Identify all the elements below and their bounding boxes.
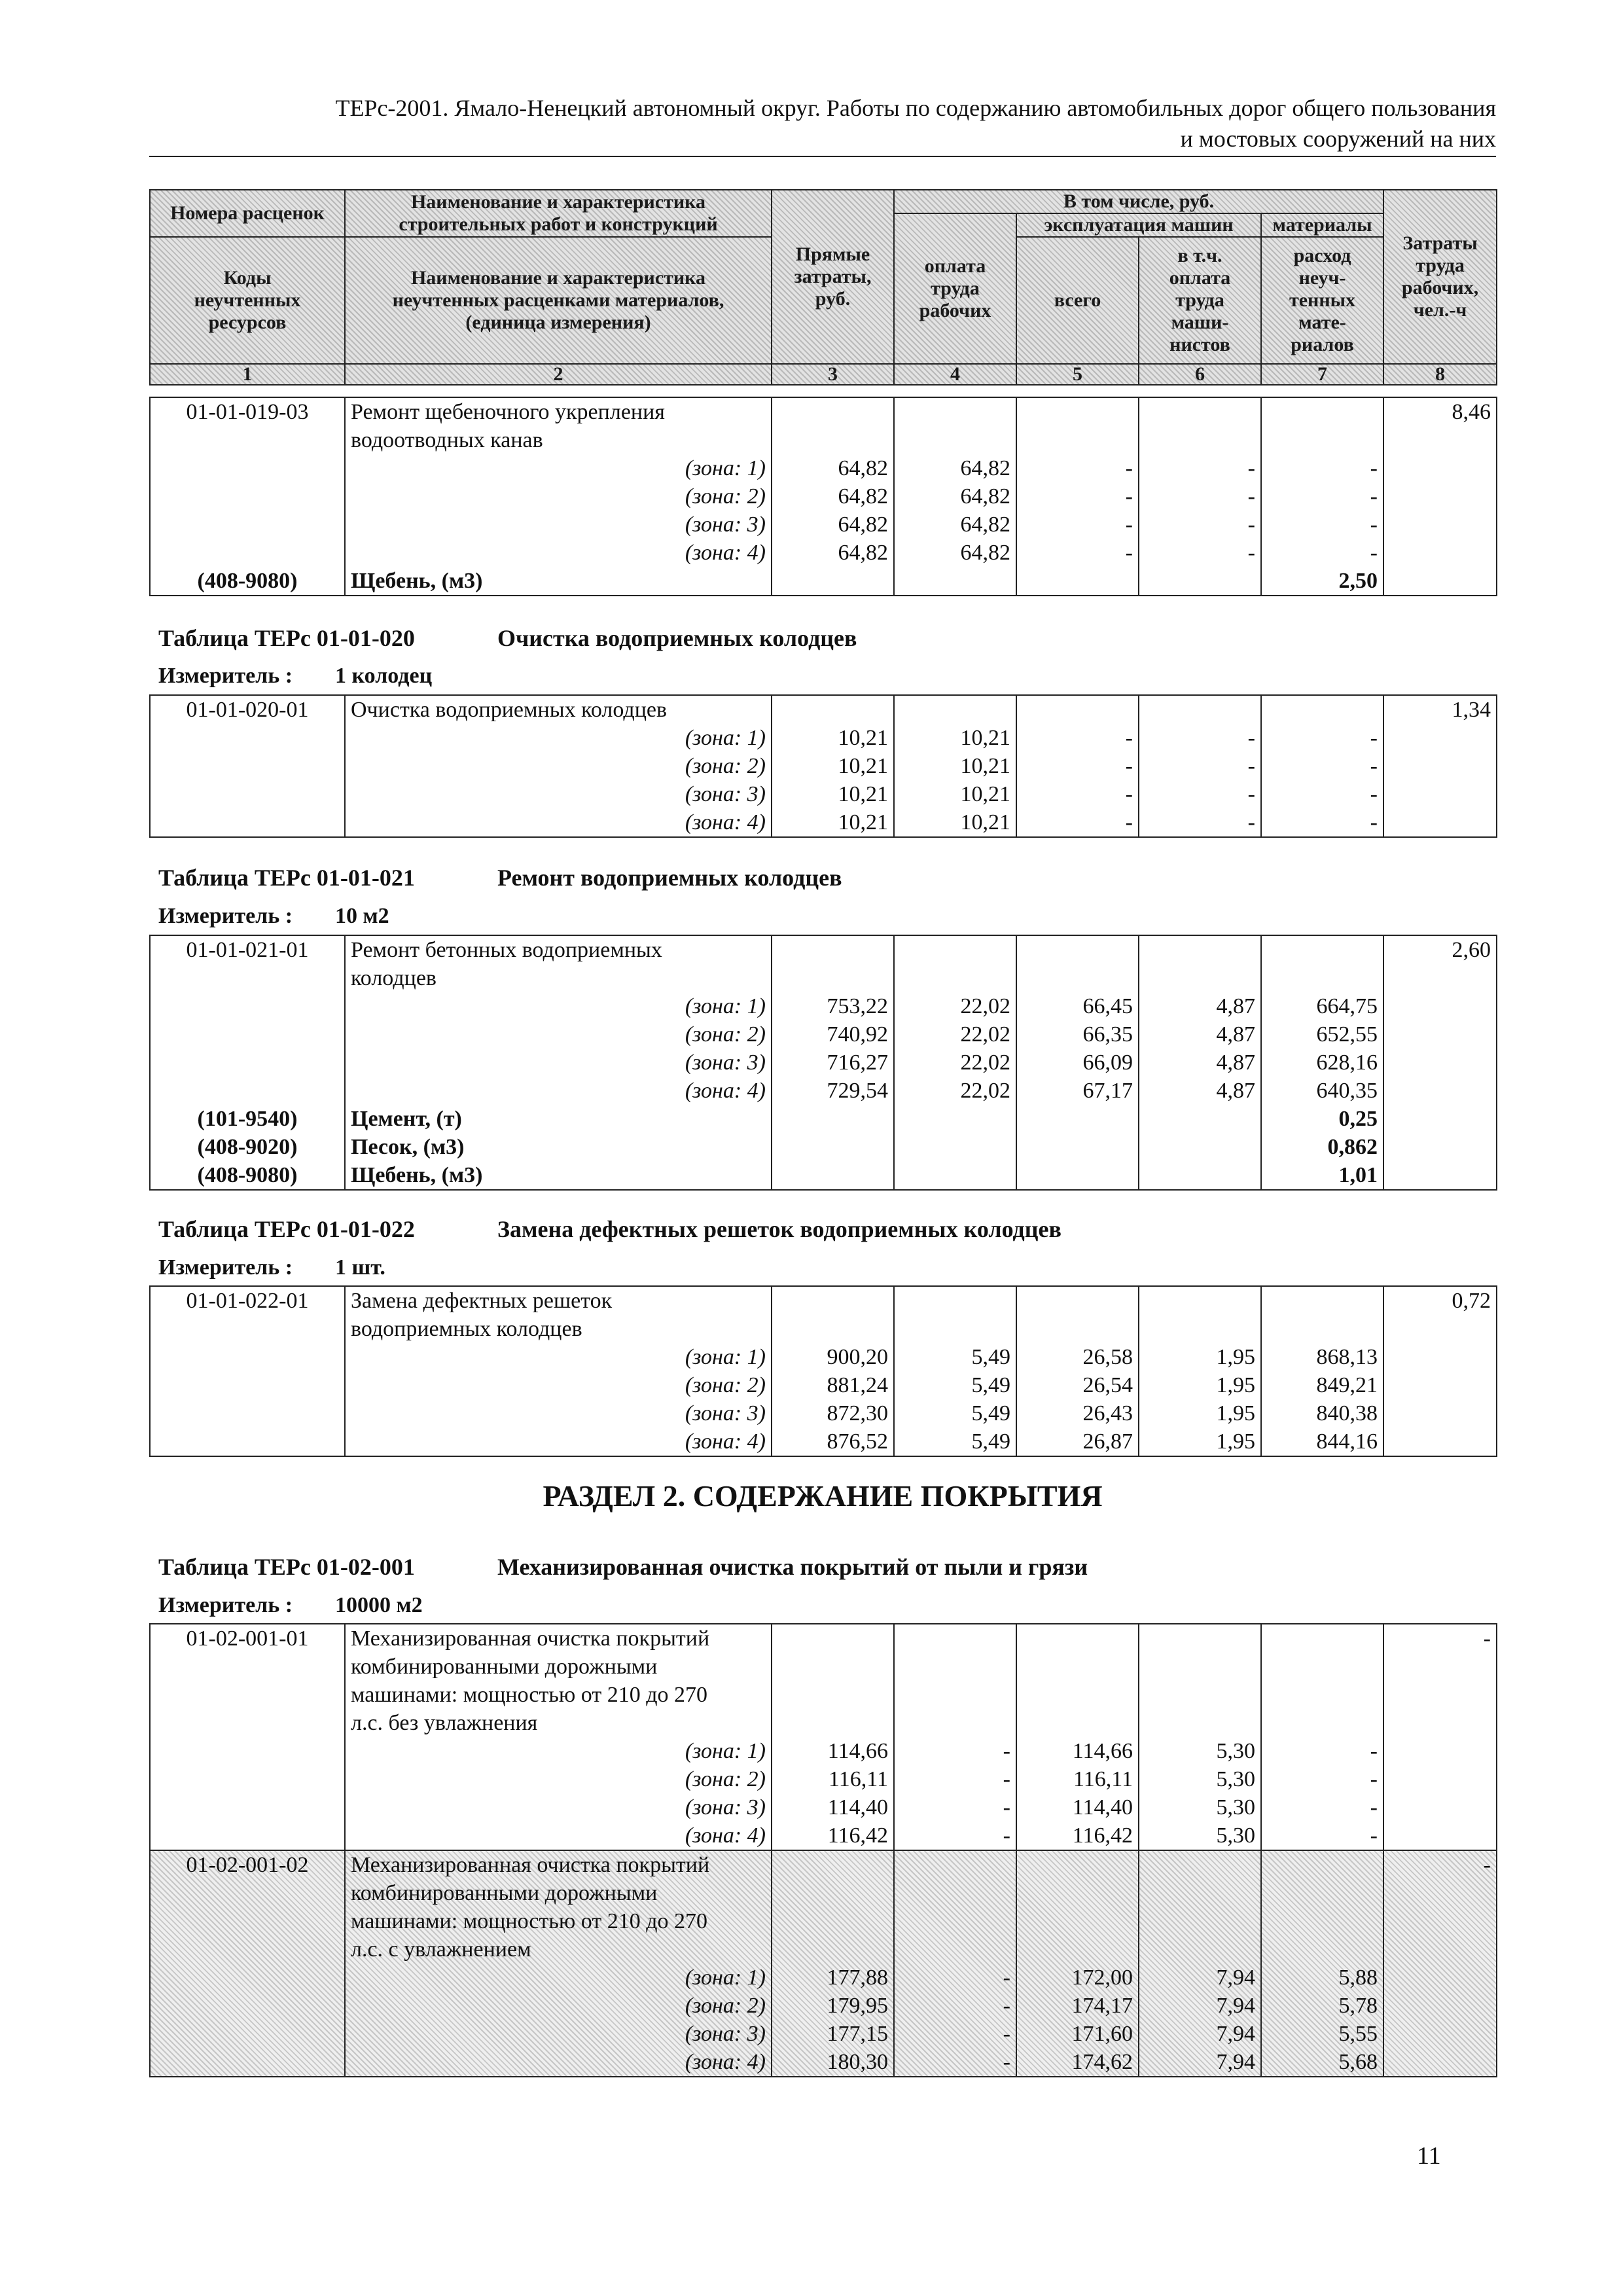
- table-name: Очистка водоприемных колодцев: [497, 625, 857, 651]
- zone-label: (зона: 1): [685, 1965, 766, 1990]
- machines-total: 174,62: [1071, 2050, 1133, 2074]
- direct-cost: 10,21: [838, 754, 888, 778]
- resource-code: (408-9080): [197, 1163, 298, 1187]
- machines-total: 26,54: [1082, 1373, 1133, 1397]
- header-workers-pay: оплата труда рабочих: [894, 213, 1016, 364]
- header-divider: [149, 156, 1496, 157]
- machines-total: 26,87: [1082, 1429, 1133, 1454]
- materials-cost: 664,75: [1316, 994, 1378, 1018]
- direct-cost: 180,30: [827, 2050, 888, 2074]
- meter-label: Измеритель :: [158, 664, 293, 688]
- table-number: Таблица ТЕРс 01-01-022: [158, 1216, 415, 1242]
- meter: [158, 1591, 423, 1620]
- zone-label: (зона: 2): [685, 1767, 766, 1791]
- rate-name: машинами: мощностью от 210 до 270: [351, 1683, 707, 1707]
- table-name: Ремонт водоприемных колодцев: [497, 865, 842, 891]
- direct-cost: 10,21: [838, 726, 888, 750]
- direct-cost: 729,54: [827, 1079, 888, 1103]
- machinists-pay: -: [1247, 782, 1255, 806]
- rate-row: [150, 935, 1497, 1190]
- direct-cost: 114,66: [827, 1739, 888, 1763]
- worker-pay: 10,21: [960, 754, 1010, 778]
- machinists-pay: 7,94: [1216, 2050, 1255, 2074]
- zone-label: (зона: 2): [685, 1994, 766, 2018]
- rate-name: Ремонт бетонных водоприемных: [351, 938, 662, 962]
- direct-cost: 116,11: [829, 1767, 888, 1791]
- rate-name: машинами: мощностью от 210 до 270: [351, 1909, 707, 1933]
- materials-cost: -: [1370, 1795, 1378, 1820]
- machinists-pay: 4,87: [1216, 994, 1255, 1018]
- section-title: РАЗДЕЛ 2. СОДЕРЖАНИЕ ПОКРЫТИЯ: [543, 1479, 1103, 1513]
- worker-pay: 64,82: [960, 541, 1010, 565]
- direct-cost: 64,82: [838, 456, 888, 480]
- direct-cost: 900,20: [827, 1345, 888, 1369]
- running-header: [149, 93, 1496, 154]
- page-number: 11: [1417, 2142, 1441, 2170]
- materials-cost: 5,88: [1338, 1965, 1378, 1990]
- rates-table-020: [149, 694, 1497, 838]
- machines-total: 114,66: [1072, 1739, 1133, 1763]
- labor-cost: 1,34: [1452, 698, 1491, 722]
- rates-table-022: [149, 1285, 1497, 1457]
- zone-label: (зона: 3): [685, 512, 766, 537]
- zone-label: (зона: 4): [685, 1079, 766, 1103]
- table-title: [158, 1214, 1061, 1244]
- rate-name: Замена дефектных решеток: [351, 1289, 613, 1313]
- worker-pay: 5,49: [971, 1401, 1010, 1426]
- zone-label: (зона: 4): [685, 1429, 766, 1454]
- materials-cost: 849,21: [1316, 1373, 1378, 1397]
- machinists-pay: -: [1247, 541, 1255, 565]
- header-work-name: Наименование и характеристика строительных работ и конструкций: [345, 190, 772, 237]
- meter-value: 1 колодец: [335, 664, 433, 688]
- meter: [158, 1253, 385, 1282]
- worker-pay: -: [1003, 1994, 1010, 2018]
- machinists-pay: 4,87: [1216, 1079, 1255, 1103]
- table-name: Замена дефектных решеток водоприемных колодцев: [497, 1216, 1061, 1242]
- machinists-pay: -: [1247, 456, 1255, 480]
- materials-cost: -: [1370, 541, 1378, 565]
- machinists-pay: 4,87: [1216, 1022, 1255, 1047]
- rate-name: водоприемных колодцев: [351, 1317, 582, 1341]
- col-number: 1: [150, 364, 345, 385]
- machines-total: -: [1125, 754, 1133, 778]
- machinists-pay: 1,95: [1216, 1429, 1255, 1454]
- header-line-1: ТЕРс-2001. Ямало-Ненецкий автономный округ. Работы по содержанию автомобильных дорог общего пользования: [335, 95, 1496, 121]
- rate-name: комбинированными дорожными: [351, 1655, 658, 1679]
- materials-cost: 844,16: [1316, 1429, 1378, 1454]
- header-unaccounted-materials: расход неуч- тенных мате- риалов: [1261, 237, 1383, 364]
- direct-cost: 64,82: [838, 484, 888, 509]
- materials-cost: -: [1370, 512, 1378, 537]
- zone-label: (зона: 3): [685, 1795, 766, 1820]
- zone-label: (зона: 2): [685, 1022, 766, 1047]
- machinists-pay: 1,95: [1216, 1401, 1255, 1426]
- table-number: Таблица ТЕРс 01-02-001: [158, 1554, 415, 1580]
- zone-label: (зона: 4): [685, 541, 766, 565]
- zone-label: (зона: 2): [685, 484, 766, 509]
- zone-label: (зона: 2): [685, 754, 766, 778]
- table-name: Механизированная очистка покрытий от пыли и грязи: [497, 1554, 1088, 1580]
- materials-cost: 640,35: [1316, 1079, 1378, 1103]
- worker-pay: 5,49: [971, 1345, 1010, 1369]
- machines-total: 66,45: [1082, 994, 1133, 1018]
- zone-label: (зона: 1): [685, 994, 766, 1018]
- machines-total: -: [1125, 512, 1133, 537]
- machinists-pay: -: [1247, 810, 1255, 834]
- machinists-pay: -: [1247, 754, 1255, 778]
- machinists-pay: -: [1247, 484, 1255, 509]
- direct-cost: 740,92: [827, 1022, 888, 1047]
- col-number: 3: [772, 364, 894, 385]
- machines-total: -: [1125, 810, 1133, 834]
- rate-code: 01-02-001-02: [186, 1853, 309, 1877]
- table-title: [158, 863, 842, 893]
- zone-label: (зона: 1): [685, 456, 766, 480]
- materials-cost: -: [1370, 1767, 1378, 1791]
- zone-label: (зона: 4): [685, 810, 766, 834]
- materials-cost: 628,16: [1316, 1050, 1378, 1075]
- resource-code: (408-9080): [197, 569, 298, 593]
- machines-total: 116,42: [1072, 1823, 1133, 1848]
- resource-code: (408-9020): [197, 1135, 298, 1159]
- machines-total: 67,17: [1082, 1079, 1133, 1103]
- rate-code: 01-01-019-03: [186, 400, 309, 424]
- materials-cost: 840,38: [1316, 1401, 1378, 1426]
- rate-name: Механизированная очистка покрытий: [351, 1626, 710, 1651]
- header-machine-operation: эксплуатация машин: [1016, 213, 1261, 237]
- header-rate-numbers: Номера расценок: [150, 190, 345, 237]
- header-including: В том числе, руб.: [894, 190, 1383, 213]
- materials-cost: 652,55: [1316, 1022, 1378, 1047]
- rate-code: 01-01-021-01: [186, 938, 309, 962]
- direct-cost: 10,21: [838, 782, 888, 806]
- rate-row-highlighted: [150, 1850, 1497, 2077]
- machines-total: 66,09: [1082, 1050, 1133, 1075]
- rates-table-021: [149, 935, 1497, 1191]
- worker-pay: 10,21: [960, 782, 1010, 806]
- direct-cost: 64,82: [838, 541, 888, 565]
- labor-cost: -: [1483, 1626, 1491, 1651]
- header-machinists-pay: в т.ч. оплата труда маши- нистов: [1139, 237, 1261, 364]
- machinists-pay: 7,94: [1216, 1994, 1255, 2018]
- rates-table-02-001: [149, 1623, 1497, 2077]
- rate-name: л.с. с увлажнением: [351, 1937, 531, 1962]
- material-name: Цемент, (т): [351, 1107, 462, 1131]
- worker-pay: 22,02: [960, 1022, 1010, 1047]
- materials-cost: -: [1370, 754, 1378, 778]
- labor-cost: -: [1483, 1853, 1491, 1877]
- direct-cost: 114,40: [827, 1795, 888, 1820]
- machines-total: 174,17: [1071, 1994, 1133, 2018]
- rate-name: комбинированными дорожными: [351, 1881, 658, 1905]
- rate-row: [150, 695, 1497, 837]
- materials-cost: 5,68: [1338, 2050, 1378, 2074]
- material-value: 0,25: [1338, 1107, 1378, 1131]
- rate-code: 01-01-022-01: [186, 1289, 309, 1313]
- col-number: 7: [1261, 364, 1383, 385]
- machines-total: 26,58: [1082, 1345, 1133, 1369]
- rate-name: Очистка водоприемных колодцев: [351, 698, 668, 722]
- zone-label: (зона: 1): [685, 1739, 766, 1763]
- worker-pay: 5,49: [971, 1373, 1010, 1397]
- meter: [158, 902, 389, 931]
- zone-label: (зона: 3): [685, 2022, 766, 2046]
- rate-row: [150, 1624, 1497, 1850]
- machines-total: -: [1125, 782, 1133, 806]
- meter-label: Измеритель :: [158, 1255, 293, 1280]
- worker-pay: 5,49: [971, 1429, 1010, 1454]
- direct-cost: 64,82: [838, 512, 888, 537]
- col-number: 2: [345, 364, 772, 385]
- direct-cost: 881,24: [827, 1373, 888, 1397]
- direct-cost: 876,52: [827, 1429, 888, 1454]
- resource-code: (101-9540): [197, 1107, 298, 1131]
- zone-label: (зона: 2): [685, 1373, 766, 1397]
- direct-cost: 753,22: [827, 994, 888, 1018]
- materials-cost: -: [1370, 1823, 1378, 1848]
- labor-cost: 2,60: [1452, 938, 1491, 962]
- materials-cost: -: [1370, 484, 1378, 509]
- machines-total: 114,40: [1072, 1795, 1133, 1820]
- rate-name: колодцев: [351, 966, 437, 990]
- meter: [158, 662, 433, 691]
- materials-cost: -: [1370, 1739, 1378, 1763]
- machines-total: -: [1125, 726, 1133, 750]
- rate-name: Ремонт щебеночного укрепления: [351, 400, 665, 424]
- col-number: 8: [1383, 364, 1497, 385]
- material-name: Щебень, (м3): [351, 1163, 483, 1187]
- table-number: Таблица ТЕРс 01-01-020: [158, 625, 415, 651]
- rate-row: [150, 1286, 1497, 1456]
- rate-row: [150, 397, 1497, 596]
- machines-total: 172,00: [1071, 1965, 1133, 1990]
- rates-table-019: [149, 397, 1497, 596]
- material-name: Песок, (м3): [351, 1135, 465, 1159]
- worker-pay: 64,82: [960, 484, 1010, 509]
- materials-cost: -: [1370, 810, 1378, 834]
- rate-code: 01-01-020-01: [186, 698, 309, 722]
- direct-cost: 10,21: [838, 810, 888, 834]
- zone-label: (зона: 1): [685, 1345, 766, 1369]
- table-title: [158, 623, 857, 653]
- direct-cost: 116,42: [827, 1823, 888, 1848]
- worker-pay: 22,02: [960, 1050, 1010, 1075]
- machines-total: -: [1125, 484, 1133, 509]
- direct-cost: 179,95: [827, 1994, 888, 2018]
- rate-name: Механизированная очистка покрытий: [351, 1853, 710, 1877]
- machinists-pay: -: [1247, 512, 1255, 537]
- direct-cost: 872,30: [827, 1401, 888, 1426]
- materials-cost: -: [1370, 726, 1378, 750]
- zone-label: (зона: 3): [685, 1401, 766, 1426]
- machinists-pay: 5,30: [1216, 1823, 1255, 1848]
- labor-cost: 8,46: [1452, 400, 1491, 424]
- machines-total: 116,11: [1073, 1767, 1133, 1791]
- header-material-name: Наименование и характеристика неучтенных расценками материалов, (единица измерения): [345, 237, 772, 364]
- machinists-pay: 1,95: [1216, 1373, 1255, 1397]
- rate-code: 01-02-001-01: [186, 1626, 309, 1651]
- column-header-table: [149, 189, 1497, 386]
- worker-pay: -: [1003, 1823, 1010, 1848]
- machinists-pay: -: [1247, 726, 1255, 750]
- machinists-pay: 5,30: [1216, 1795, 1255, 1820]
- worker-pay: -: [1003, 2050, 1010, 2074]
- machinists-pay: 7,94: [1216, 2022, 1255, 2046]
- col-number: 5: [1016, 364, 1139, 385]
- meter-value: 10 м2: [335, 904, 389, 928]
- zone-label: (зона: 4): [685, 1823, 766, 1848]
- worker-pay: 64,82: [960, 512, 1010, 537]
- materials-cost: 5,78: [1338, 1994, 1378, 2018]
- meter-value: 1 шт.: [335, 1255, 385, 1280]
- rate-name: водоотводных канав: [351, 428, 543, 452]
- zone-label: (зона: 3): [685, 782, 766, 806]
- header-labor-costs: Затраты труда рабочих, чел.-ч: [1383, 190, 1497, 364]
- materials-cost: -: [1370, 456, 1378, 480]
- direct-cost: 177,88: [827, 1965, 888, 1990]
- worker-pay: 22,02: [960, 1079, 1010, 1103]
- machines-total: 171,60: [1071, 2022, 1133, 2046]
- zone-label: (зона: 1): [685, 726, 766, 750]
- header-materials: материалы: [1261, 213, 1383, 237]
- table-title: [158, 1552, 1088, 1582]
- worker-pay: 10,21: [960, 726, 1010, 750]
- machinists-pay: 7,94: [1216, 1965, 1255, 1990]
- machinists-pay: 1,95: [1216, 1345, 1255, 1369]
- machines-total: -: [1125, 541, 1133, 565]
- rate-name: л.с. без увлажнения: [351, 1711, 538, 1735]
- machines-total: 66,35: [1082, 1022, 1133, 1047]
- worker-pay: 10,21: [960, 810, 1010, 834]
- header-direct-costs: Прямые затраты, руб.: [772, 190, 894, 364]
- meter-value: 10000 м2: [335, 1593, 423, 1617]
- materials-cost: 868,13: [1316, 1345, 1378, 1369]
- meter-label: Измеритель :: [158, 1593, 293, 1617]
- table-number: Таблица ТЕРс 01-01-021: [158, 865, 415, 891]
- machinists-pay: 5,30: [1216, 1767, 1255, 1791]
- worker-pay: -: [1003, 1965, 1010, 1990]
- materials-cost: 5,55: [1338, 2022, 1378, 2046]
- material-value: 0,862: [1327, 1135, 1378, 1159]
- material-value: 2,50: [1338, 569, 1378, 593]
- worker-pay: -: [1003, 1795, 1010, 1820]
- header-machines-total: всего: [1016, 237, 1139, 364]
- header-line-2: и мостовых сооружений на них: [1180, 126, 1496, 152]
- machinists-pay: 4,87: [1216, 1050, 1255, 1075]
- header-resource-codes: Коды неучтенных ресурсов: [150, 237, 345, 364]
- machines-total: -: [1125, 456, 1133, 480]
- machinists-pay: 5,30: [1216, 1739, 1255, 1763]
- worker-pay: -: [1003, 2022, 1010, 2046]
- machines-total: 26,43: [1082, 1401, 1133, 1426]
- zone-label: (зона: 4): [685, 2050, 766, 2074]
- direct-cost: 716,27: [827, 1050, 888, 1075]
- materials-cost: -: [1370, 782, 1378, 806]
- meter-label: Измеритель :: [158, 904, 293, 928]
- material-name: Щебень, (м3): [351, 569, 483, 593]
- col-number: 6: [1139, 364, 1261, 385]
- worker-pay: -: [1003, 1739, 1010, 1763]
- direct-cost: 177,15: [827, 2022, 888, 2046]
- zone-label: (зона: 3): [685, 1050, 766, 1075]
- worker-pay: 22,02: [960, 994, 1010, 1018]
- worker-pay: -: [1003, 1767, 1010, 1791]
- worker-pay: 64,82: [960, 456, 1010, 480]
- labor-cost: 0,72: [1452, 1289, 1491, 1313]
- material-value: 1,01: [1338, 1163, 1378, 1187]
- col-number: 4: [894, 364, 1016, 385]
